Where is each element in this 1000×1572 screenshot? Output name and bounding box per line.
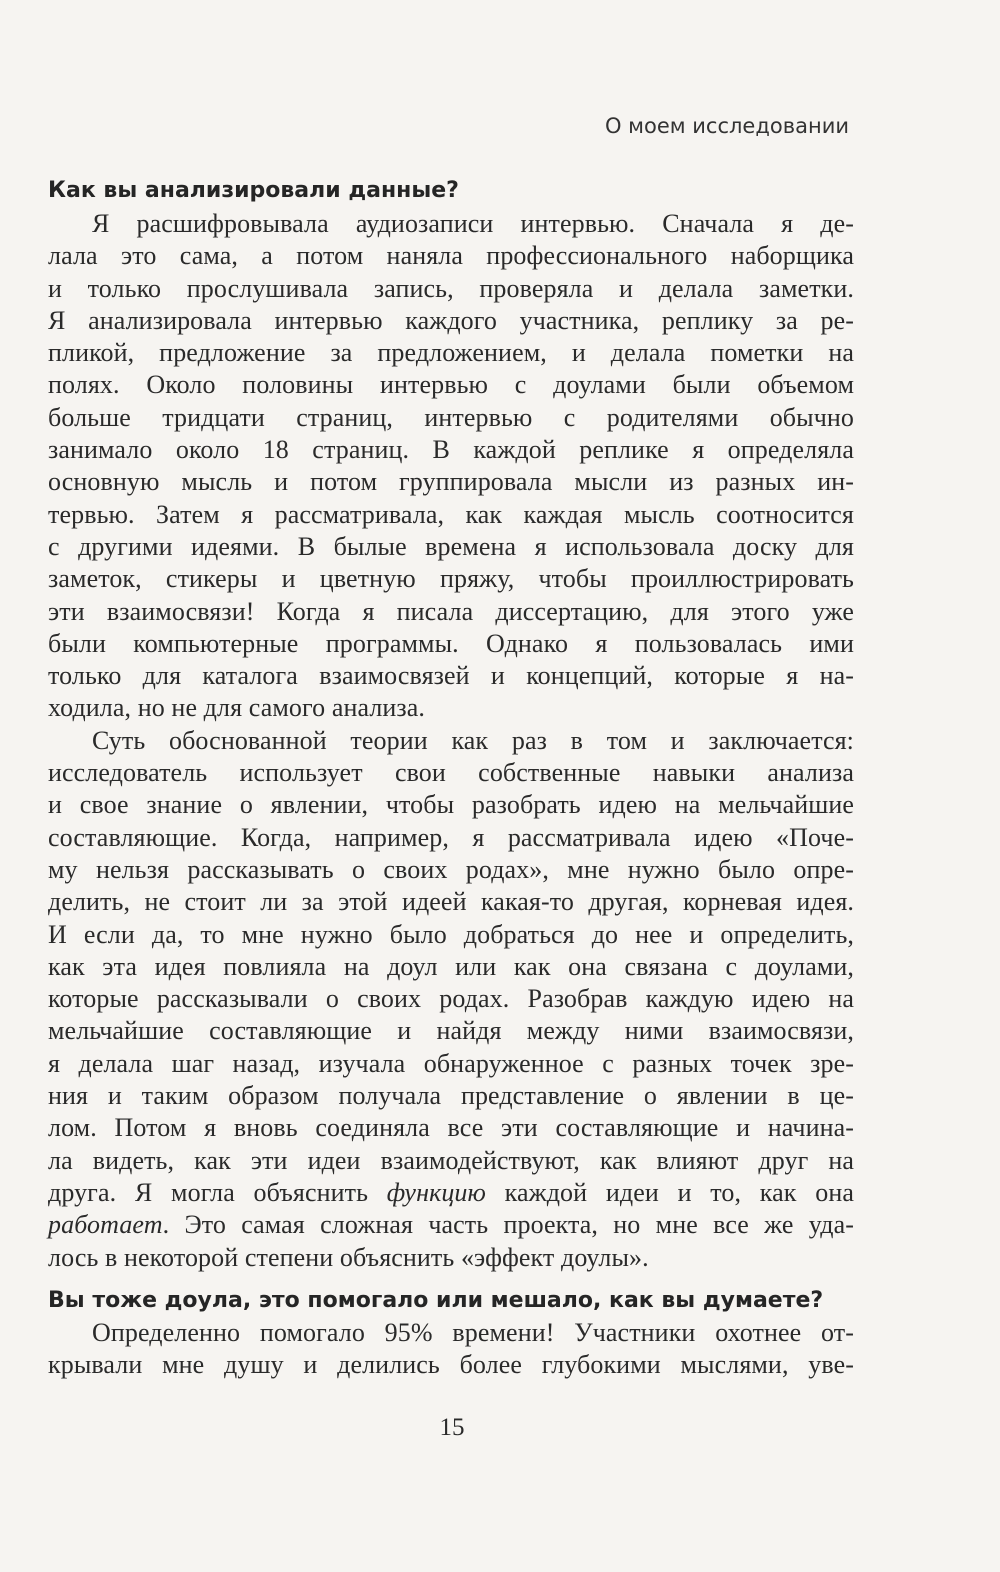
- text-line: которые рассказывали о своих родах. Разобрав каждую идею на: [48, 984, 854, 1014]
- text-line: пликой, предложение за предложением, и делала пометки на: [48, 338, 854, 368]
- text-line: основную мысль и потом группировала мысли из разных ин-: [48, 467, 854, 497]
- text-line: [48, 1209, 854, 1241]
- text-line: больше тридцати страниц, интервью с родителями обычно: [48, 402, 854, 432]
- text-line: Я расшифровывала аудиозаписи интервью. Сначала я де-: [92, 209, 854, 238]
- text-line: [48, 1177, 854, 1209]
- text-line: делить, не стоит ли за этой идеей какая-то другая, корневая идея.: [48, 887, 854, 917]
- text-line: мельчайшие составляющие и найдя между ними взаимосвязи,: [48, 1016, 854, 1046]
- page-number: 15: [439, 1414, 465, 1441]
- text-line: му нельзя рассказывать о своих родах», мне нужно было опре-: [48, 854, 854, 884]
- text-line: и только прослушивала запись, проверяла и делала заметки.: [48, 273, 854, 303]
- text-line: Определенно помогало 95% времени! Участники охотнее от-: [92, 1318, 854, 1347]
- text-line: составляющие. Когда, например, я рассматривала идею «Поче-: [48, 822, 854, 852]
- text-line: и свое знание о явлении, чтобы разобрать идею на мельчайшие: [48, 790, 854, 820]
- section-heading-doula-question: Вы тоже доула, это помогало или мешало, как вы думаете?: [48, 1288, 824, 1313]
- text-line: эти взаимосвязи! Когда я писала диссертацию, для этого уже: [48, 596, 854, 626]
- text-line: занимало около 18 страниц. В каждой реплике я определяла: [48, 435, 854, 465]
- text-line: ходила, но не для самого анализа.: [48, 693, 426, 723]
- text-segment: . Это самая сложная часть проекта, но мне все же уда-: [162, 1210, 854, 1240]
- text-line: крывали мне душу и делились более глубокими мыслями, уве-: [48, 1350, 854, 1380]
- text-line: только для каталога взаимосвязей и концепций, которые я на-: [48, 661, 854, 691]
- text-line: с другими идеями. В былые времена я использовала доску для: [48, 531, 854, 561]
- body-text-section-1: [48, 208, 854, 1274]
- text-line: Суть обоснованной теории как раз в том и заключается:: [92, 725, 854, 755]
- body-text-section-2: [48, 1317, 854, 1382]
- text-line: заметок, стикеры и цветную пряжу, чтобы проиллюстрировать: [48, 564, 854, 594]
- text-line: ла видеть, как эти идеи взаимодействуют, как влияют друг на: [48, 1145, 854, 1175]
- text-line: лала это сама, а потом наняла профессионального наборщика: [48, 241, 854, 271]
- italic-term: функцию: [386, 1177, 486, 1207]
- text-line: Я анализировала интервью каждого участника, реплику за ре-: [48, 305, 854, 335]
- text-segment: друга. Я могла объяснить: [48, 1177, 387, 1207]
- text-line: И если да, то мне нужно было добраться до нее и определить,: [48, 919, 854, 949]
- text-line: лось в некоторой степени объяснить «эффект доулы».: [48, 1242, 649, 1272]
- text-line: ния и таким образом получала представление о явлении в це-: [48, 1081, 854, 1111]
- text-line: полях. Около половины интервью с доулами были объемом: [48, 370, 854, 400]
- text-line: были компьютерные программы. Однако я пользовалась ими: [48, 628, 854, 658]
- section-heading-data-analysis: Как вы анализировали данные?: [48, 178, 459, 203]
- text-line: тервью. Затем я рассматривала, как каждая мысль соотносится: [48, 499, 854, 529]
- text-line: исследователь использует свои собственные навыки анализа: [48, 758, 854, 788]
- running-head: О моем исследовании: [604, 114, 849, 138]
- text-segment: каждой идеи и то, как она: [485, 1177, 854, 1207]
- italic-term: работает: [48, 1210, 163, 1240]
- text-line: я делала шаг назад, изучала обнаруженное с разных точек зре-: [48, 1048, 854, 1078]
- text-line: лом. Потом я вновь соединяла все эти составляющие и начина-: [48, 1113, 854, 1143]
- text-line: как эта идея повлияла на доул или как она связана с доулами,: [48, 951, 854, 981]
